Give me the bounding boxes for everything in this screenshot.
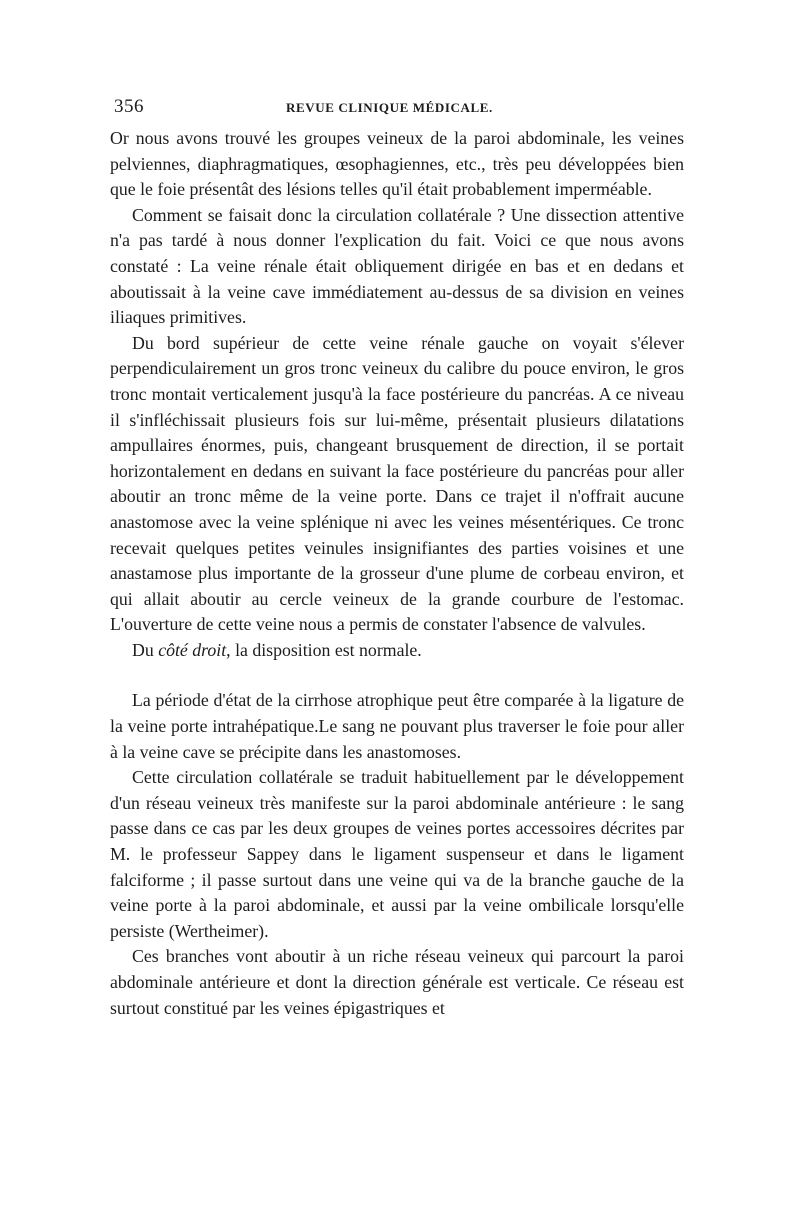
paragraph-4-suffix: , la disposition est normale. [226, 639, 422, 660]
paragraph-4-prefix: Du [132, 639, 154, 660]
paragraph-2: Comment se faisait donc la circulation collatérale ? Une dissection attentive n'a pas tardé à nous donner l'explication du fait. Voici ce que nous avons constaté : La veine rénale était obliquement dirigée en bas et en dedans et aboutissait à la veine cave immédiatement au-dessus de sa division en veines iliaques primitives. [110, 204, 684, 328]
paragraph-6: Cette circulation collatérale se traduit habituellement par le développement d'un réseau veineux très manifeste sur la paroi abdominale antérieure : le sang passe dans ce cas par les deux groupes de veines portes accessoires décrites par M. le professeur Sappey dans le ligament suspenseur et dans le ligament falciforme ; il passe surtout dans une veine qui va de la branche gauche de la veine porte à la paroi abdominale, et aussi par la veine ombilicale lorsqu'elle persiste (Wertheimer). [110, 767, 684, 941]
italic-phrase: côté droit [158, 639, 227, 660]
page-header [110, 96, 684, 126]
running-title: REVUE CLINIQUE MÉDICALE. [286, 100, 493, 115]
paragraph-5: La période d'état de la cirrhose atrophique peut être comparée à la ligature de la veine porte intrahépatique.Le sang ne pouvant plus traverser le foie pour aller à la veine cave se précipite dans les anastomoses. [110, 690, 684, 762]
paragraph-4 [110, 638, 684, 664]
paragraph-1: Or nous avons trouvé les groupes veineux de la paroi abdominale, les veines pelviennes, diaphragmatiques, œsophagiennes, etc., très peu développées bien que le foie présentât des lésions telles qu'il était probablement imperméable. [110, 128, 684, 200]
paragraph-3: Du bord supérieur de cette veine rénale gauche on voyait s'élever perpendiculairement un gros tronc veineux du calibre du pouce environ, le gros tronc montait verticalement jusqu'à la face postérieure du pancréas. A ce niveau il s'infléchissait plusieurs fois sur lui-même, présentait plusieurs dilatations ampullaires énormes, puis, changeant brusquement de direction, il se portait horizontalement en dedans en suivant la face postérieure du pancréas pour aller aboutir an tronc même de la veine porte. Dans ce trajet il n'offrait aucune anastomose avec la veine splénique ni avec les veines mésentériques. Ce tronc recevait quelques petites veinules insignifiantes des parties voisines et une anastamose plus importante de la grosseur d'une plume de corbeau environ, et qui allait aboutir au cercle veineux de la grande courbure de l'estomac. L'ouverture de cette veine nous a permis de constater l'absence de valvules. [110, 332, 684, 635]
paragraph-7: Ces branches vont aboutir à un riche réseau veineux qui parcourt la paroi abdominale antérieure et dont la direction générale est verticale. Ce réseau est surtout constitué par les veines épigastriques et [110, 946, 684, 1018]
document-page [110, 96, 684, 1021]
page-number: 356 [114, 96, 144, 117]
section-gap [110, 663, 684, 688]
